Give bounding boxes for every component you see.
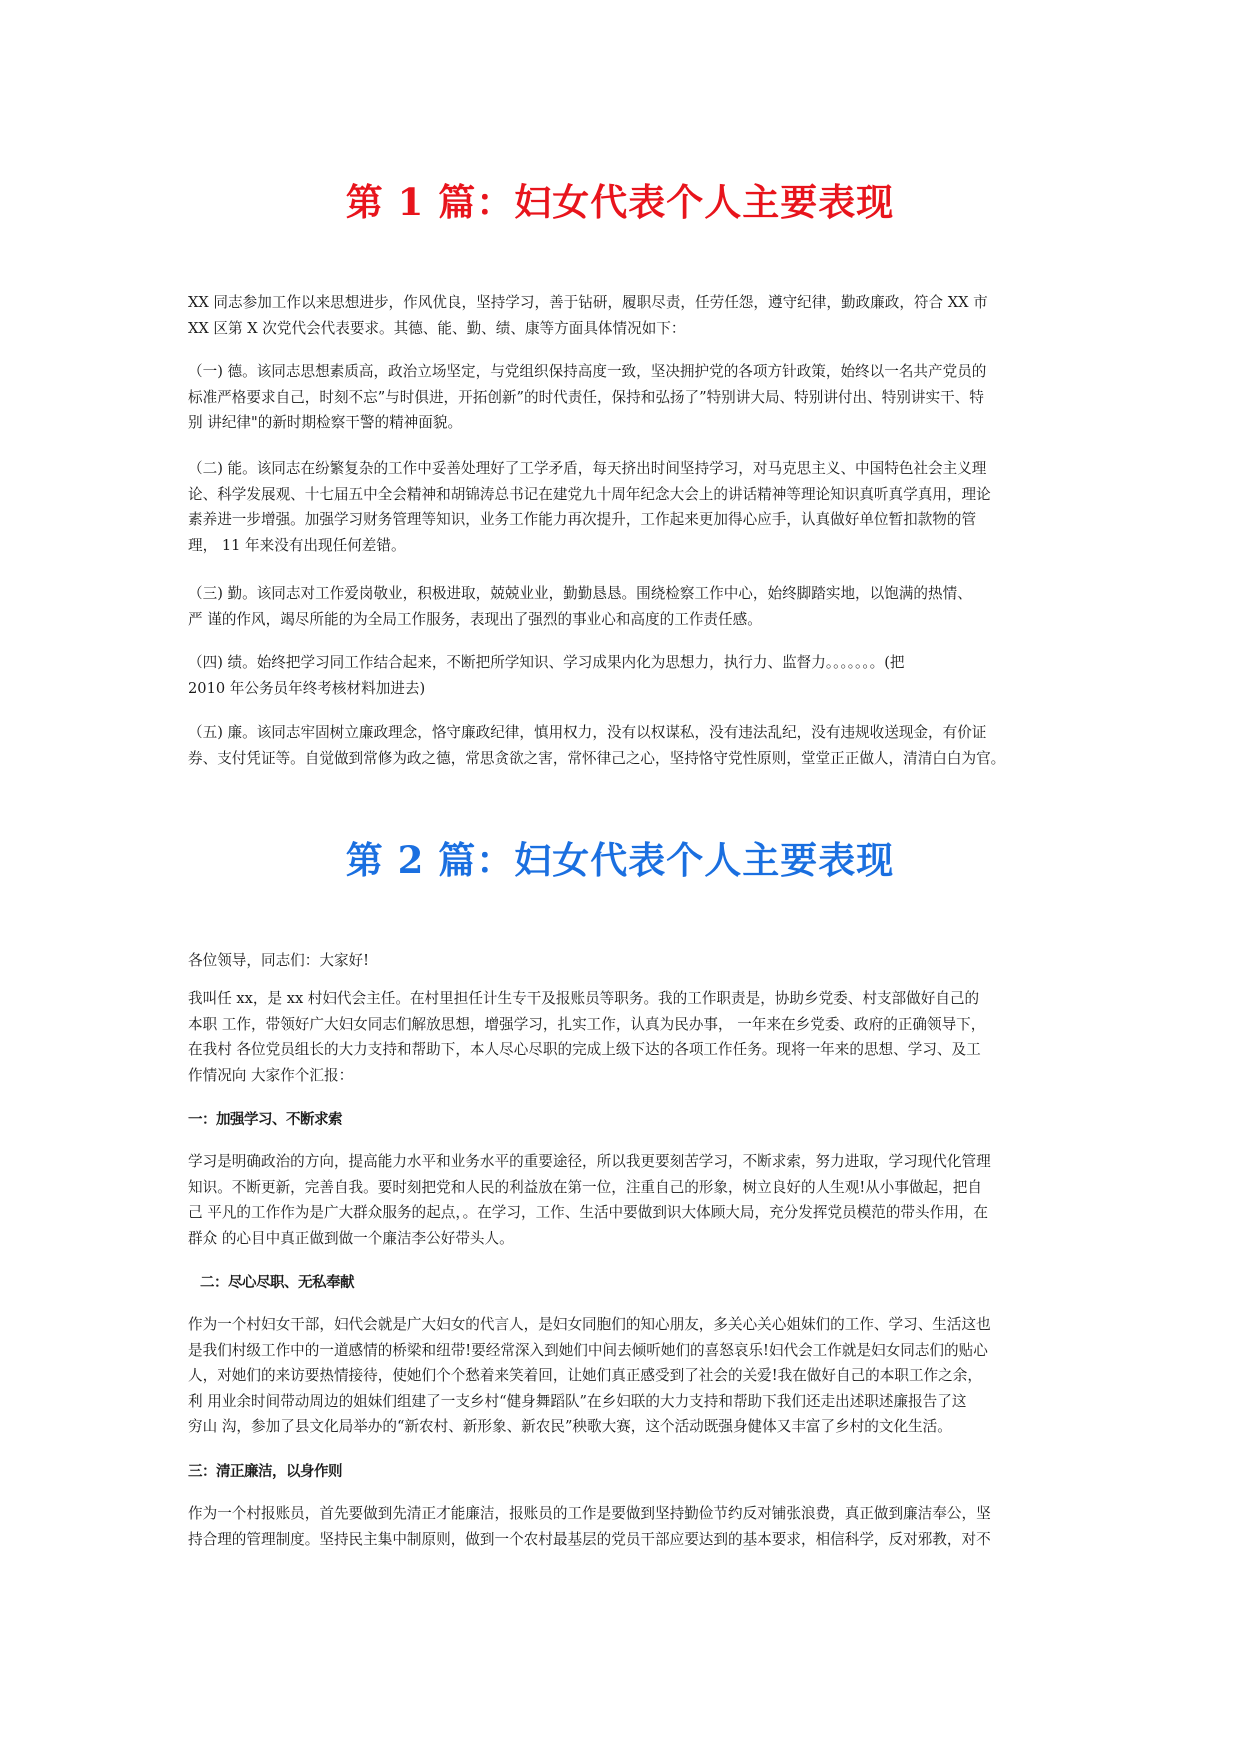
text-line: XX 区第 X 次党代会代表要求。其德、能、勤、绩、康等方面具体情况如下： — [188, 319, 686, 337]
text-line: 穷山 沟，参加了县文化局举办的“新农村、新形象、新农民”秧歌大赛，这个活动既强身健体又丰富了乡村的文化生活。 — [188, 1418, 952, 1435]
text-line: 标准严格要求自己，时刻不忘”与时俱进，开拓创新”的时代责任，保持和弘扬了”特别讲大局、特别讲付出、特别讲实干、特 — [188, 388, 984, 406]
text-line: 论、科学发展观、十七届五中全会精神和胡锦涛总书记在建党九十周年纪念大会上的讲话精神等理论知识真听真学真用，理论 — [188, 485, 991, 503]
section-2-title: 第 2 篇：妇女代表个人主要表现 — [345, 838, 895, 882]
s1-paragraph-qin — [188, 581, 1058, 632]
text-line: 别 讲纪律"的新时期检察干警的精神面貌。 — [188, 414, 463, 431]
text-line: XX 同志参加工作以来思想进步，作风优良，坚持学习，善于钻研，履职尽责，任劳任怨，遵守纪律，勤政廉政，符合 XX 市 — [188, 294, 988, 311]
s1-paragraph-de — [188, 359, 1058, 436]
text-line: （四) 绩。始终把学习同工作结合起来，不断把所学知识、学习成果内化为思想力，执行力、监督力。。。。。。。(把 — [188, 654, 905, 671]
text-line: 2010 年公务员年终考核材料加进去) — [188, 679, 426, 697]
text-line: 己 平凡的工作作为是广大群众服务的起点，。在学习，工作、生活中要做到识大体顾大局，充分发挥党员模范的带头作用，在 — [188, 1204, 989, 1221]
s2-greeting — [188, 948, 1058, 974]
s2-body-3 — [188, 1501, 1058, 1552]
text-line: 持合理的管理制度。坚持民主集中制原则，做到一个农村最基层的党员干部应要达到的基本要求，相信科学，反对邪教，对不 — [188, 1530, 991, 1548]
text-line: （一) 德。该同志思想素质高，政治立场坚定，与党组织保持高度一致，坚决拥护党的各项方针政策，始终以一名共产党员的 — [188, 363, 987, 380]
text-line: 是我们村级工作中的一道感情的桥梁和纽带!要经常深入到她们中间去倾听她们的喜怒哀乐!妇代会工作就是妇女同志们的贴心 — [188, 1341, 988, 1359]
text-line: 作情况向 大家作个汇报： — [188, 1066, 354, 1084]
text-line: 学习是明确政治的方向，提高能力水平和业务水平的重要途径，所以我更要刻苦学习，不断求索，努力进取，学习现代化管理 — [188, 1153, 991, 1170]
text-line: 作为一个村报账员，首先要做到先清正才能廉洁，报账员的工作是要做到坚持勤俭节约反对铺张浪费，真正做到廉洁奉公，坚 — [188, 1505, 991, 1522]
text-line: 我叫任 xx，是 xx 村妇代会主任。在村里担任计生专干及报账员等职务。我的工作职责是，协助乡党委、村支部做好自己的 — [188, 990, 980, 1007]
text-line: 作为一个村妇女干部，妇代会就是广大妇女的代言人，是妇女同胞们的知心朋友，多关心关心姐妹们的工作、学习、生活这也 — [188, 1316, 991, 1333]
text-line: 群众 的心目中真正做到做一个廉洁李公好带头人。 — [188, 1229, 514, 1247]
section-1-title: 第 1 篇：妇女代表个人主要表现 — [345, 180, 895, 224]
s2-intro — [188, 986, 1058, 1088]
text-line: （五) 廉。该同志牢固树立廉政理念，恪守廉政纪律，慎用权力，没有以权谋私，没有违法乱纪，没有违规收送现金，有价证 — [188, 724, 987, 741]
text-line: （二) 能。该同志在纷繁复杂的工作中妥善处理好了工学矛盾，每天挤出时间坚持学习，对马克思主义、中国特色社会主义理 — [188, 460, 987, 477]
text-line: 严 谨的作风，竭尽所能的为全局工作服务，表现出了强烈的事业心和高度的工作责任感。 — [188, 610, 762, 628]
s2-heading-2: 二：尽心尽职、无私奉献 — [200, 1275, 354, 1291]
text-line: 理， 11 年来没有出现任何差错。 — [188, 536, 406, 554]
text-line: 本职 工作，带领好广大妇女同志们解放思想，增强学习，扎实工作，认真为民办事， 一年来在乡党委、政府的正确领导下， — [188, 1015, 986, 1033]
s1-paragraph-neng — [188, 456, 1058, 558]
s1-paragraph-intro — [188, 290, 1058, 341]
text-line: 素养进一步增强。加强学习财务管理等知识，业务工作能力再次提升，工作起来更加得心应手，认真做好单位暂扣款物的管 — [188, 511, 977, 528]
s2-heading-3: 三：清正廉洁，以身作则 — [188, 1464, 342, 1480]
s1-paragraph-lian — [188, 720, 1058, 771]
s2-heading-1: 一：加强学习、不断求索 — [188, 1112, 342, 1128]
text-line: 在我村 各位党员组长的大力支持和帮助下，本人尽心尽职的完成上级下达的各项工作任务。现将一年来的思想、学习、及工 — [188, 1041, 981, 1058]
text-line: （三) 勤。该同志对工作爱岗敬业，积极进取，兢兢业业，勤勤恳恳。围绕检察工作中心，始终脚踏实地，以饱满的热情、 — [188, 585, 972, 602]
s2-body-2 — [188, 1312, 1058, 1440]
text-line: 人，对她们的来访要热情接待，使她们个个愁着来笑着回，让她们真正感受到了社会的关爱!我在做好自己的本职工作之余， — [188, 1367, 982, 1384]
text-line: 利 用业余时间带动周边的姐妹们组建了一支乡村“健身舞蹈队”在乡妇联的大力支持和帮助下我们还走出述职述廉报告了这 — [188, 1392, 967, 1410]
text-line: 各位领导，同志们：大家好! — [188, 952, 369, 969]
text-line: 知识。不断更新，完善自我。要时刻把党和人民的利益放在第一位，注重自己的形象，树立良好的人生观!从小事做起，把自 — [188, 1178, 982, 1196]
s2-body-1 — [188, 1149, 1058, 1251]
s1-paragraph-ji — [188, 650, 1058, 701]
text-line: 券、支付凭证等。自觉做到常修为政之德，常思贪欲之害，常怀律己之心，坚持恪守党性原则，堂堂正正做人，清清白白为官。 — [188, 749, 1006, 767]
